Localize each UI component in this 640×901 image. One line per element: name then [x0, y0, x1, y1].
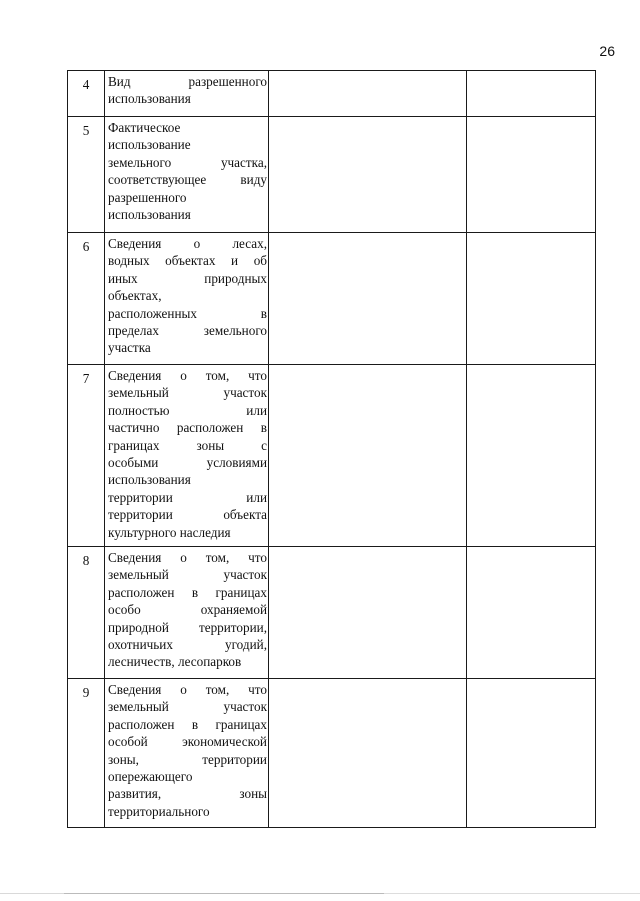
description-line: территориального	[108, 803, 210, 819]
table-row	[68, 679, 596, 828]
description-line: Сведения о том, что	[108, 682, 267, 697]
description-line: охотничьих угодий,	[108, 637, 267, 653]
description-line: использования	[108, 472, 191, 488]
value-cell	[269, 117, 467, 233]
description-line: опережающего	[108, 769, 193, 785]
description-line: частично расположен в	[108, 420, 267, 436]
row-description	[105, 679, 269, 828]
description-line: расположен в границах	[108, 716, 267, 732]
value-cell	[269, 233, 467, 365]
row-number: 7	[68, 365, 105, 547]
table-row	[68, 365, 596, 547]
row-description	[105, 365, 269, 547]
note-cell	[467, 679, 596, 828]
note-cell	[467, 117, 596, 233]
description-line: разрешенного	[108, 189, 187, 205]
description-line: развития, зоны	[108, 786, 267, 802]
description-line: пределах земельного	[108, 323, 267, 339]
description-line: использования	[108, 91, 191, 107]
description-line: использования	[108, 207, 191, 223]
description-line: Фактическое	[108, 120, 181, 135]
value-cell	[269, 365, 467, 547]
description-line: земельного участка,	[108, 154, 267, 170]
table-row	[68, 71, 596, 117]
description-line: лесничеств, лесопарков	[108, 654, 242, 670]
row-number: 6	[68, 233, 105, 365]
description-line: земельный участок	[108, 699, 267, 715]
scan-edge-line	[0, 893, 640, 894]
description-line: иных природных	[108, 270, 267, 286]
description-line: Сведения о том, что	[108, 550, 267, 565]
note-cell	[467, 233, 596, 365]
description-line: Сведения о том, что	[108, 368, 267, 383]
description-line: земельный участок	[108, 385, 267, 401]
table-row	[68, 547, 596, 679]
description-line: объектах,	[108, 288, 162, 304]
description-line: особо охраняемой	[108, 602, 267, 618]
row-number: 4	[68, 71, 105, 117]
description-line: использование	[108, 137, 191, 153]
note-cell	[467, 71, 596, 117]
description-line: водных объектах и об	[108, 253, 267, 269]
description-line: природной территории,	[108, 619, 267, 635]
value-cell	[269, 547, 467, 679]
description-line: зоны, территории	[108, 751, 267, 767]
row-number: 5	[68, 117, 105, 233]
row-number: 9	[68, 679, 105, 828]
description-line: границах зоны с	[108, 437, 267, 453]
description-line: особыми условиями	[108, 455, 267, 471]
row-description	[105, 547, 269, 679]
description-line: территории или	[108, 489, 267, 505]
table-row	[68, 117, 596, 233]
table-row	[68, 233, 596, 365]
description-line: участка	[108, 340, 151, 356]
description-line: Сведения о лесах,	[108, 236, 267, 251]
description-line: земельный участок	[108, 567, 267, 583]
row-number: 8	[68, 547, 105, 679]
value-cell	[269, 679, 467, 828]
description-line: полностью или	[108, 402, 267, 418]
description-line: культурного наследия	[108, 524, 231, 540]
description-line: особой экономической	[108, 734, 267, 750]
row-description	[105, 117, 269, 233]
row-description	[105, 71, 269, 117]
description-line: Вид разрешенного	[108, 74, 267, 89]
note-cell	[467, 547, 596, 679]
row-description	[105, 233, 269, 365]
description-line: соответствующее виду	[108, 172, 267, 188]
description-line: территории объекта	[108, 507, 267, 523]
note-cell	[467, 365, 596, 547]
description-line: расположенных в	[108, 305, 267, 321]
page-number: 26	[599, 43, 615, 59]
table-body	[68, 71, 596, 828]
value-cell	[269, 71, 467, 117]
description-line: расположен в границах	[108, 584, 267, 600]
land-plot-info-table	[67, 70, 596, 828]
